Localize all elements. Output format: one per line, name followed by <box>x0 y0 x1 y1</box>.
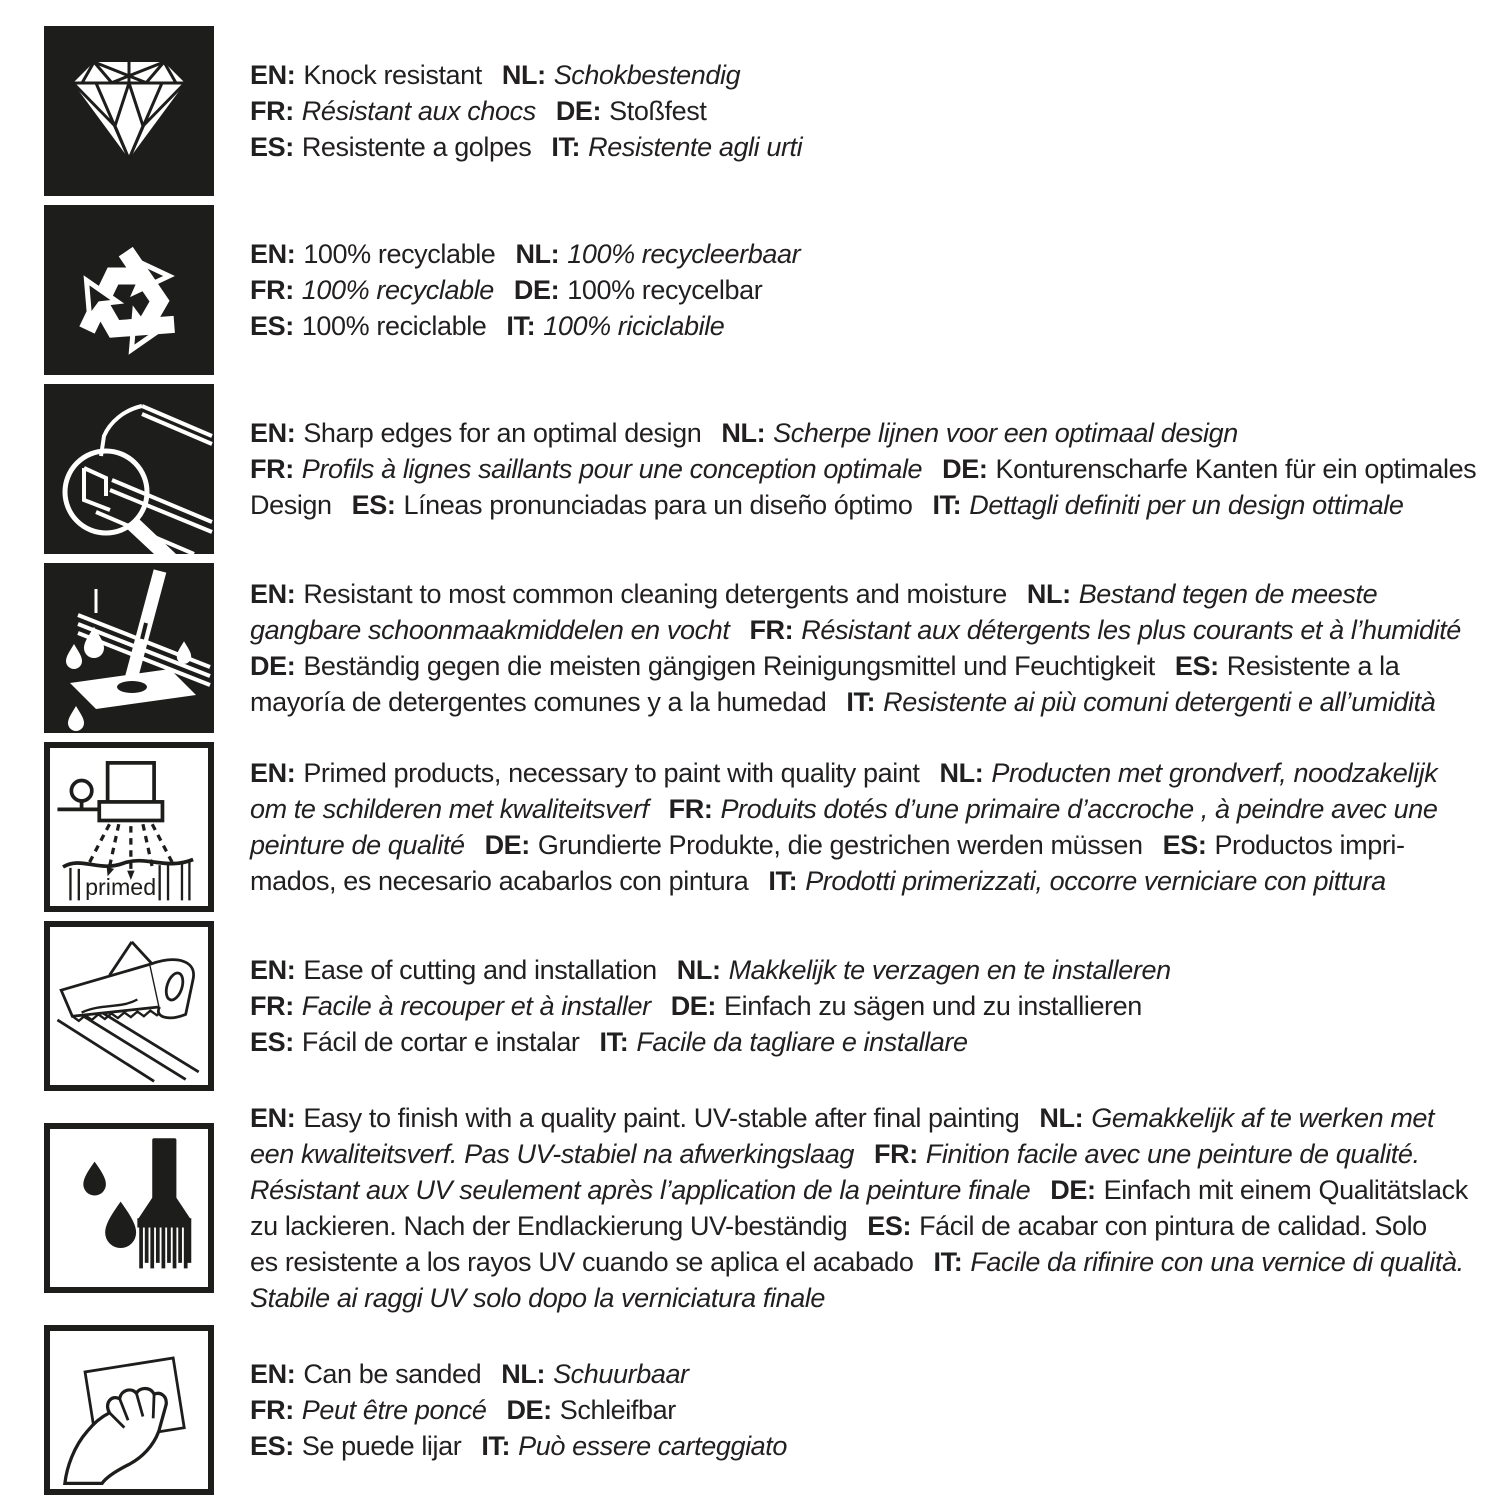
language-label: DE: <box>670 991 716 1021</box>
description-text: 100% riciclabile <box>543 311 725 341</box>
language-label: ES: <box>250 1027 294 1057</box>
description-text: gangbare schoonmaakmiddelen en vocht <box>250 615 730 645</box>
paint-icon <box>50 1129 208 1287</box>
feature-row <box>44 1325 1500 1495</box>
language-label: DE: <box>942 454 988 484</box>
description-text: Easy to finish with a quality paint. UV-stable after final painting <box>303 1103 1020 1133</box>
language-label: EN: <box>250 758 296 788</box>
feature-row <box>44 921 1500 1091</box>
description-text: Se puede lijar <box>301 1431 462 1461</box>
text-line <box>250 612 1461 648</box>
language-label: DE: <box>1050 1175 1096 1205</box>
language-label: NL: <box>721 418 766 448</box>
description-text: Knock resistant <box>303 60 482 90</box>
feature-row <box>44 205 1500 375</box>
text-line <box>250 684 1461 720</box>
description-text: Schokbestendig <box>553 60 741 90</box>
feature-row <box>44 563 1500 733</box>
language-label: IT: <box>506 311 536 341</box>
description-text: Resistente agli urti <box>588 132 803 162</box>
description-text: 100% reciclable <box>301 311 487 341</box>
text-line <box>250 272 800 308</box>
text-line <box>250 791 1438 827</box>
feature-descriptions <box>250 57 802 165</box>
feature-icon-box <box>44 205 214 375</box>
text-line <box>250 57 802 93</box>
language-label: ES: <box>867 1211 912 1241</box>
description-text: Résistant aux UV seulement après l’application de la peinture finale <box>250 1175 1031 1205</box>
description-text: Bestand tegen de meeste <box>1078 579 1378 609</box>
description-text: Resistente a la <box>1226 651 1400 681</box>
cleaning-icon <box>44 563 214 733</box>
feature-descriptions <box>250 952 1171 1060</box>
description-text: Resistente a golpes <box>301 132 532 162</box>
description-text: Facile à recouper et à installer <box>301 991 651 1021</box>
text-line <box>250 1208 1468 1244</box>
language-label: IT: <box>481 1431 511 1461</box>
description-text: Resistente ai più comuni detergenti e all’umidità <box>883 687 1436 717</box>
diamond-icon <box>44 26 214 196</box>
language-label: IT: <box>932 490 962 520</box>
text-line <box>250 755 1438 791</box>
description-text: Produits dotés d’une primaire d’accroche , à peindre avec une <box>720 794 1438 824</box>
text-line <box>250 415 1476 451</box>
text-line <box>250 1244 1468 1280</box>
feature-descriptions <box>250 755 1438 899</box>
primed-text: primed <box>85 873 157 900</box>
language-label: EN: <box>250 239 296 269</box>
description-text: Ease of cutting and installation <box>303 955 657 985</box>
description-text: zu lackieren. Nach der Endlackierung UV-beständig <box>250 1211 848 1241</box>
description-text: Facile da tagliare e installare <box>636 1027 968 1057</box>
description-text: Profils à lignes saillants pour une conception optimale <box>301 454 923 484</box>
language-label: IT: <box>846 687 876 717</box>
language-label: IT: <box>551 132 581 162</box>
description-text: Beständig gegen die meisten gängigen Reinigungsmittel und Feuchtigkeit <box>303 651 1155 681</box>
text-line <box>250 93 802 129</box>
description-text: Facile da rifinire con una vernice di qualità. <box>970 1247 1464 1277</box>
language-label: DE: <box>513 275 560 305</box>
description-text: Einfach zu sägen und zu installieren <box>724 991 1142 1021</box>
description-text: Gemakkelijk af te werken met <box>1091 1103 1435 1133</box>
feature-descriptions <box>250 415 1476 523</box>
description-text: Einfach mit einem Qualitätslack <box>1103 1175 1468 1205</box>
description-text: Dettagli definiti per un design ottimale <box>969 490 1404 520</box>
description-text: Producten met grondverf, noodzakelijk <box>991 758 1438 788</box>
language-label: ES: <box>250 311 294 341</box>
language-label: DE: <box>484 830 530 860</box>
language-label: FR: <box>668 794 713 824</box>
language-label: DE: <box>506 1395 552 1425</box>
text-line <box>250 988 1171 1024</box>
text-line <box>250 648 1461 684</box>
description-text: Finition facile avec une peinture de qualité. <box>925 1139 1420 1169</box>
language-label: FR: <box>749 615 794 645</box>
feature-row <box>44 384 1500 554</box>
language-label: FR: <box>250 991 294 1021</box>
description-text: Schleifbar <box>559 1395 676 1425</box>
feature-icon-box <box>44 921 214 1091</box>
language-label: ES: <box>351 490 396 520</box>
language-label: EN: <box>250 1103 296 1133</box>
text-line <box>250 827 1438 863</box>
description-text: Peut être poncé <box>301 1395 487 1425</box>
language-label: DE: <box>250 651 296 681</box>
description-text: Primed products, necessary to paint with quality paint <box>303 758 920 788</box>
language-label: EN: <box>250 579 296 609</box>
language-label: EN: <box>250 1359 296 1389</box>
description-text: Design <box>250 490 332 520</box>
text-line <box>250 451 1476 487</box>
text-line <box>250 1136 1468 1172</box>
description-text: Scherpe lijnen voor een optimaal design <box>773 418 1238 448</box>
feature-descriptions <box>250 236 800 344</box>
text-line <box>250 952 1171 988</box>
text-line <box>250 1356 787 1392</box>
description-text: es resistente a los rayos UV cuando se aplica el acabado <box>250 1247 914 1277</box>
language-label: NL: <box>939 758 984 788</box>
language-label: ES: <box>250 1431 294 1461</box>
text-line <box>250 1280 1468 1316</box>
language-label: NL: <box>501 60 546 90</box>
description-text: peinture de qualité <box>250 830 465 860</box>
language-label: ES: <box>250 132 294 162</box>
description-text: 100% recycelbar <box>567 275 763 305</box>
feature-icon-box <box>44 563 214 733</box>
text-line <box>250 1392 787 1428</box>
sanding-icon <box>50 1331 208 1489</box>
description-text: Fácil de acabar con pintura de calidad. Solo <box>919 1211 1427 1241</box>
language-label: ES: <box>1174 651 1219 681</box>
language-label: FR: <box>874 1139 918 1169</box>
language-label: DE: <box>555 96 602 126</box>
text-line <box>250 576 1461 612</box>
text-line <box>250 308 800 344</box>
description-text: mayoría de detergentes comunes y a la humedad <box>250 687 827 717</box>
description-text: Stabile ai raggi UV solo dopo la verniciatura finale <box>250 1283 826 1313</box>
text-line <box>250 236 800 272</box>
language-label: FR: <box>250 1395 294 1425</box>
text-line <box>250 1172 1468 1208</box>
text-line <box>250 1024 1171 1060</box>
description-text: een kwaliteitsverf. Pas UV-stabiel na afwerkingslaag <box>250 1139 854 1169</box>
description-text: Sharp edges for an optimal design <box>303 418 702 448</box>
text-line <box>250 1428 787 1464</box>
description-text: Résistant aux chocs <box>301 96 536 126</box>
feature-row <box>44 742 1500 912</box>
language-label: IT: <box>933 1247 963 1277</box>
language-label: NL: <box>515 239 560 269</box>
language-label: NL: <box>501 1359 546 1389</box>
language-label: NL: <box>1039 1103 1084 1133</box>
language-label: FR: <box>250 96 294 126</box>
description-text: Può essere carteggiato <box>518 1431 787 1461</box>
feature-icon-box <box>44 384 214 554</box>
language-label: FR: <box>250 275 294 305</box>
description-text: 100% recyclable <box>301 275 494 305</box>
feature-list <box>44 26 1500 1495</box>
description-text: Resistant to most common cleaning detergents and moisture <box>303 579 1007 609</box>
description-text: Stoßfest <box>609 96 707 126</box>
feature-icon-box <box>44 26 214 196</box>
text-line <box>250 487 1476 523</box>
feature-descriptions <box>250 576 1461 720</box>
description-text: Líneas pronunciadas para un diseño óptimo <box>403 490 913 520</box>
language-label: IT: <box>768 866 798 896</box>
description-text: Prodotti primerizzati, occorre verniciare con pittura <box>805 866 1386 896</box>
feature-descriptions <box>250 1100 1468 1316</box>
feature-icon-box <box>44 742 214 912</box>
description-text: Konturenscharfe Kanten für ein optimales <box>995 454 1477 484</box>
recycle-icon <box>44 205 214 375</box>
description-text: Productos impri- <box>1214 830 1405 860</box>
language-label: NL: <box>676 955 721 985</box>
saw-icon <box>50 927 208 1085</box>
feature-row <box>44 26 1500 196</box>
description-text: Grundierte Produkte, die gestrichen werden müssen <box>537 830 1143 860</box>
description-text: Can be sanded <box>303 1359 482 1389</box>
text-line <box>250 1100 1468 1136</box>
description-text: Résistant aux détergents les plus courants et à l’humidité <box>801 615 1461 645</box>
description-text: Fácil de cortar e instalar <box>301 1027 580 1057</box>
language-label: IT: <box>599 1027 629 1057</box>
description-text: mados, es necesario acabarlos con pintura <box>250 866 749 896</box>
feature-icon-box <box>44 1325 214 1495</box>
language-label: NL: <box>1026 579 1071 609</box>
description-text: 100% recycleerbaar <box>567 239 801 269</box>
feature-descriptions <box>250 1356 787 1464</box>
description-text: om te schilderen met kwaliteitsverf <box>250 794 649 824</box>
language-label: EN: <box>250 60 296 90</box>
language-label: ES: <box>1162 830 1207 860</box>
primed-icon <box>50 748 208 906</box>
feature-row <box>44 1100 1500 1316</box>
sharp-edges-icon <box>44 384 214 554</box>
feature-icon-box <box>44 1123 214 1293</box>
description-text: Schuurbaar <box>553 1359 689 1389</box>
language-label: EN: <box>250 955 296 985</box>
language-label: FR: <box>250 454 294 484</box>
description-text: 100% recyclable <box>303 239 496 269</box>
text-line <box>250 863 1438 899</box>
description-text: Makkelijk te verzagen en te installeren <box>728 955 1171 985</box>
language-label: EN: <box>250 418 296 448</box>
text-line <box>250 129 802 165</box>
